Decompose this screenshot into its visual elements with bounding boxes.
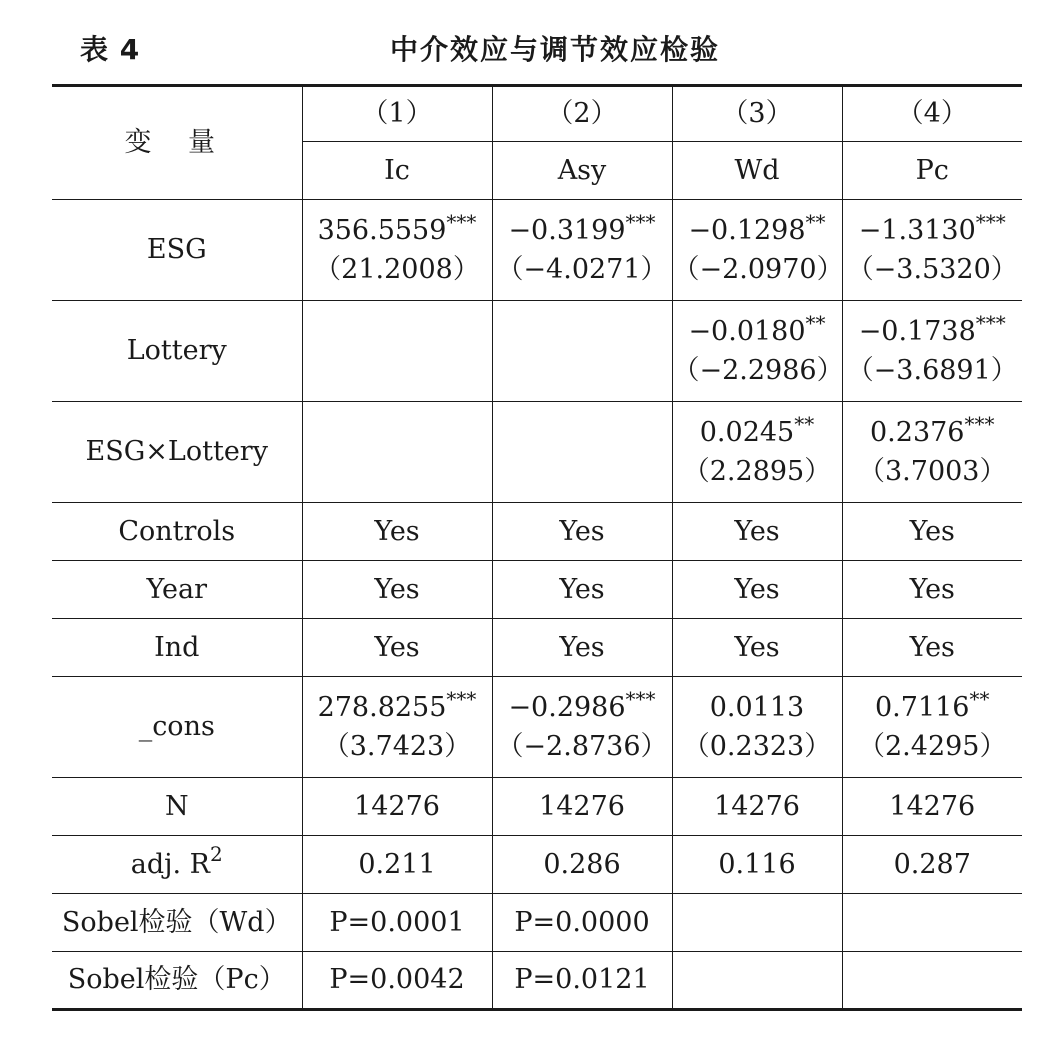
table-cell: Yes bbox=[842, 561, 1022, 619]
table-label: 表 4 bbox=[80, 33, 141, 66]
table-title: 中介效应与调节效应检验 bbox=[390, 33, 721, 66]
row-label: Controls bbox=[52, 503, 302, 561]
row-label: _cons bbox=[52, 677, 302, 778]
row-label: Sobel检验（Wd） bbox=[52, 894, 302, 952]
coef-cell bbox=[492, 301, 672, 402]
table-cell: Yes bbox=[842, 503, 1022, 561]
coef-cell bbox=[492, 402, 672, 503]
coef-cell: −0.1738*** （−3.6891） bbox=[842, 301, 1022, 402]
row-label: ESG×Lottery bbox=[52, 402, 302, 503]
table-row-esg bbox=[52, 200, 1022, 301]
coef-cell: −1.3130*** （−3.5320） bbox=[842, 200, 1022, 301]
table-cell: 14276 bbox=[492, 778, 672, 836]
table-cell: 0.287 bbox=[842, 836, 1022, 894]
table-row-lottery bbox=[52, 301, 1022, 402]
table-row-n bbox=[52, 778, 1022, 836]
column-number: （4） bbox=[842, 86, 1022, 142]
table-row-controls bbox=[52, 503, 1022, 561]
table-cell: Yes bbox=[302, 619, 492, 677]
table-row-ind bbox=[52, 619, 1022, 677]
coef-cell: 0.7116** （2.4295） bbox=[842, 677, 1022, 778]
coef-cell: 0.0113 （0.2323） bbox=[672, 677, 842, 778]
table-cell: 0.211 bbox=[302, 836, 492, 894]
table-cell: P=0.0000 bbox=[492, 894, 672, 952]
table-title-bar bbox=[80, 28, 1020, 72]
table-cell: Yes bbox=[302, 561, 492, 619]
table-cell bbox=[842, 952, 1022, 1010]
table-cell: 14276 bbox=[842, 778, 1022, 836]
regression-table bbox=[52, 84, 1022, 1011]
table-row-esg-lottery bbox=[52, 402, 1022, 503]
table-row-cons bbox=[52, 677, 1022, 778]
table-cell: 0.116 bbox=[672, 836, 842, 894]
table-cell: 0.286 bbox=[492, 836, 672, 894]
coef-cell: 278.8255*** （3.7423） bbox=[302, 677, 492, 778]
table-cell: Yes bbox=[492, 503, 672, 561]
dependent-var: Pc bbox=[842, 142, 1022, 200]
row-label: N bbox=[52, 778, 302, 836]
coef-cell: −0.2986*** （−2.8736） bbox=[492, 677, 672, 778]
table-cell: Yes bbox=[842, 619, 1022, 677]
dependent-var: Ic bbox=[302, 142, 492, 200]
coef-cell: −0.3199*** （−4.0271） bbox=[492, 200, 672, 301]
coef-cell bbox=[302, 301, 492, 402]
table-cell bbox=[842, 894, 1022, 952]
table-cell: Yes bbox=[672, 561, 842, 619]
row-label: ESG bbox=[52, 200, 302, 301]
row-label: Year bbox=[52, 561, 302, 619]
table-cell: Yes bbox=[672, 503, 842, 561]
table-cell: Yes bbox=[492, 619, 672, 677]
coef-cell: 0.0245** （2.2895） bbox=[672, 402, 842, 503]
column-number: （2） bbox=[492, 86, 672, 142]
coef-cell: −0.1298** （−2.0970） bbox=[672, 200, 842, 301]
table-cell: P=0.0121 bbox=[492, 952, 672, 1010]
table-cell: P=0.0042 bbox=[302, 952, 492, 1010]
table-row-sobel-wd bbox=[52, 894, 1022, 952]
row-label: Lottery bbox=[52, 301, 302, 402]
table-cell: Yes bbox=[672, 619, 842, 677]
table-row-year bbox=[52, 561, 1022, 619]
table-cell: Yes bbox=[492, 561, 672, 619]
table-cell: 14276 bbox=[672, 778, 842, 836]
coef-cell: 0.2376*** （3.7003） bbox=[842, 402, 1022, 503]
header-row-numbers bbox=[52, 86, 1022, 142]
coef-cell bbox=[302, 402, 492, 503]
coef-cell: 356.5559*** （21.2008） bbox=[302, 200, 492, 301]
dependent-var: Wd bbox=[672, 142, 842, 200]
table-row-sobel-pc bbox=[52, 952, 1022, 1010]
coef-cell: −0.0180** （−2.2986） bbox=[672, 301, 842, 402]
table-cell bbox=[672, 894, 842, 952]
variable-header: 变 量 bbox=[52, 86, 302, 200]
dependent-var: Asy bbox=[492, 142, 672, 200]
table-cell: 14276 bbox=[302, 778, 492, 836]
table-cell: Yes bbox=[302, 503, 492, 561]
table-cell: P=0.0001 bbox=[302, 894, 492, 952]
row-label: Ind bbox=[52, 619, 302, 677]
column-number: （3） bbox=[672, 86, 842, 142]
table-row-adj-r2 bbox=[52, 836, 1022, 894]
column-number: （1） bbox=[302, 86, 492, 142]
table-cell bbox=[672, 952, 842, 1010]
row-label: adj. $R^2$ bbox=[52, 836, 302, 894]
row-label: Sobel检验（Pc） bbox=[52, 952, 302, 1010]
